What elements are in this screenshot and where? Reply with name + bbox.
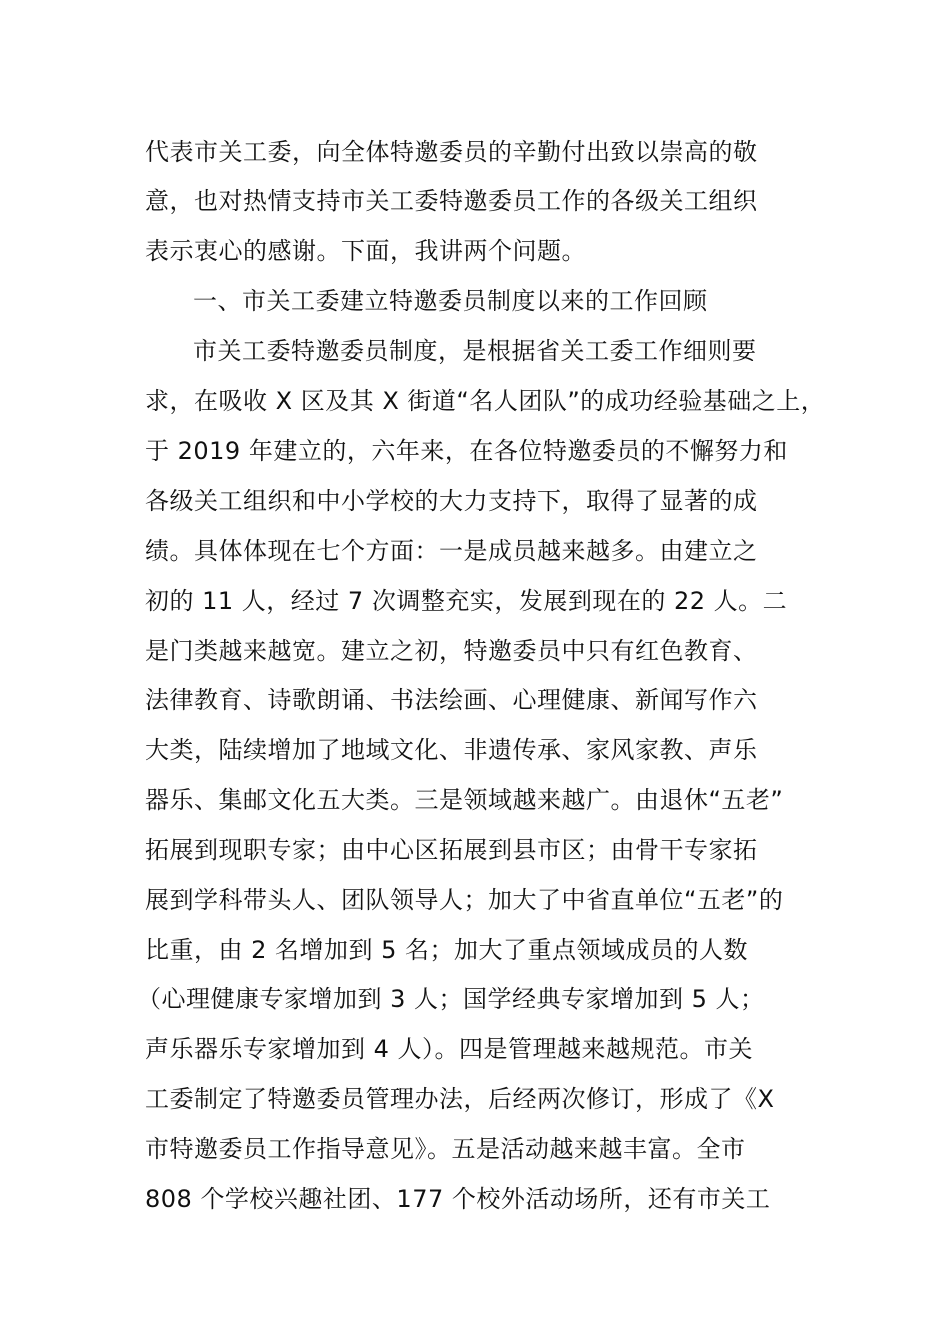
text-line: 声乐器乐专家增加到 4 人）。四是管理越来越规范。市关 (145, 1035, 754, 1063)
text-line: 于 2019 年建立的，六年来，在各位特邀委员的不懈努力和 (145, 437, 788, 465)
text-line: 绩。具体体现在七个方面：一是成员越来越多。由建立之 (145, 537, 758, 565)
text-line: 市特邀委员工作指导意见》。五是活动越来越丰富。全市 (145, 1135, 746, 1163)
text-line: 拓展到现职专家；由中心区拓展到县市区；由骨干专家拓 (145, 836, 758, 864)
text-line: 是门类越来越宽。建立之初，特邀委员中只有红色教育、 (145, 637, 758, 665)
text-line: 求，在吸收 X 区及其 X 街道“名人团队”的成功经验基础之上， (145, 387, 826, 415)
text-line: 展到学科带头人、团队领导人；加大了中省直单位“五老”的 (145, 886, 784, 914)
text-line: 808 个学校兴趣社团、177 个校外活动场所，还有市关工 (145, 1185, 771, 1213)
text-line: 意，也对热情支持市关工委特邀委员工作的各级关工组织 (145, 187, 758, 215)
text-line: 表示衷心的感谢。下面，我讲两个问题。 (145, 237, 586, 265)
text-line: 器乐、集邮文化五大类。三是领域越来越广。由退休“五老” (145, 786, 784, 814)
section-heading: 一、市关工委建立特邀委员制度以来的工作回顾 (193, 287, 708, 315)
text-line: 市关工委特邀委员制度，是根据省关工委工作细则要 (193, 337, 757, 365)
text-line: 工委制定了特邀委员管理办法，后经两次修订，形成了《X (145, 1085, 775, 1113)
text-line: 大类，陆续增加了地域文化、非遗传承、家风家教、声乐 (145, 736, 758, 764)
text-line: 各级关工组织和中小学校的大力支持下，取得了显著的成 (145, 487, 758, 515)
text-line: （心理健康专家增加到 3 人；国学经典专家增加到 5 人； (137, 985, 765, 1013)
text-line: 法律教育、诗歌朗诵、书法绘画、心理健康、新闻写作六 (145, 686, 758, 714)
text-line: 初的 11 人，经过 7 次调整充实，发展到现在的 22 人。二 (145, 587, 788, 615)
text-line: 代表市关工委，向全体特邀委员的辛勤付出致以崇高的敬 (145, 138, 758, 166)
text-line: 比重，由 2 名增加到 5 名；加大了重点领域成员的人数 (145, 936, 749, 964)
